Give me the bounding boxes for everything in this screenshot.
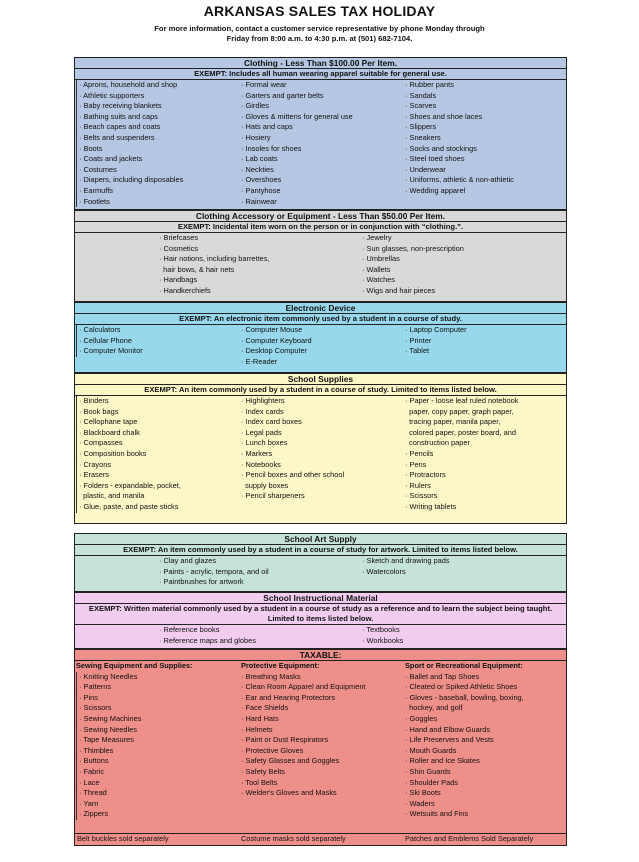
section-school-art-supply (74, 533, 567, 592)
footnote-patches: Patches and Emblems Sold Separately (405, 834, 534, 843)
list-item: · Compasses (76, 438, 236, 449)
list-item: · Baby receiving blankets (76, 101, 241, 112)
item-column (241, 80, 406, 207)
list-item: · Paints - acrylic, tempora, and oil (159, 566, 269, 576)
list-item: tracing paper, manila paper, (405, 417, 501, 427)
column-header: Sewing Equipment and Supplies: (76, 661, 193, 670)
footnote-belt-buckles: Belt buckles sold separately (77, 834, 169, 843)
item-column (76, 80, 241, 207)
list-item: · Thread (76, 788, 241, 799)
list-item: · Pencil sharpeners (241, 491, 305, 501)
list-item: · Desktop Computer (241, 346, 308, 356)
list-item: · Steel toed shoes (405, 154, 465, 164)
list-item: · Lab coats (241, 154, 278, 164)
list-item: · Wallets (362, 264, 391, 274)
list-item: · Face Shields (241, 703, 289, 713)
list-item: · Computer Keyboard (241, 335, 312, 345)
item-column (405, 661, 567, 820)
list-item: · Sewing Machines (76, 714, 241, 725)
list-item: · Book bags (76, 407, 236, 418)
list-item: · Roller and Ice Skates (405, 756, 480, 766)
section-clothing-accessory (74, 210, 567, 302)
list-item: · Scissors (405, 491, 438, 501)
list-item: · Yarn (76, 799, 241, 810)
list-item: · Tape Measures (76, 735, 241, 746)
list-item: · Waders (405, 798, 435, 808)
list-item: · Cleated or Spiked Athletic Shoes (405, 682, 518, 692)
list-item: · Safety Glasses and Goggles (241, 756, 340, 766)
list-item: · Knitting Needles (76, 672, 241, 683)
item-column (241, 661, 406, 799)
list-item: · Paper - loose leaf ruled notebook (405, 396, 519, 405)
list-item: · Hard Hats (241, 713, 279, 723)
list-item: · Reference maps and globes (159, 635, 256, 645)
list-item: · Tool Belts (241, 777, 278, 787)
item-column (159, 556, 359, 588)
list-item: · Beach capes and coats (76, 122, 241, 133)
list-item: · Paintbrushes for artwork (159, 577, 244, 587)
list-item: · Sketch and drawing pads (362, 556, 450, 565)
list-item: · Ballet and Tap Shoes (405, 671, 480, 681)
list-item: · Lunch boxes (241, 438, 288, 448)
section-title: Electronic Device (75, 303, 566, 314)
list-item: construction paper (405, 438, 470, 448)
list-item: · Breathing Masks (241, 671, 301, 681)
list-item: colored paper, poster board, and (405, 427, 516, 437)
list-item: · Jewelry (362, 233, 392, 242)
list-item: · Cellophane tape (76, 417, 236, 428)
list-item: · Socks and stockings (405, 143, 477, 153)
list-item: · Thimbles (76, 746, 241, 757)
list-item: · Goggles (405, 713, 438, 723)
list-item: · Athletic supporters (76, 91, 241, 102)
item-column (76, 325, 236, 357)
item-column (241, 396, 401, 502)
list-item: · Lace (76, 778, 241, 789)
list-item: · Markers (241, 448, 273, 458)
list-item: · Composition books (76, 449, 236, 460)
list-item: · Writing tablets (405, 501, 457, 511)
list-item: · Life Preservers and Vests (405, 735, 494, 745)
list-item: · Sun glasses, non-prescription (362, 243, 464, 253)
list-item: · Aprons, household and shop (76, 80, 241, 91)
list-item: · Fabric (76, 767, 241, 778)
list-item: · Pencil boxes and other school (241, 470, 345, 480)
list-item: · Hosiery (241, 132, 271, 142)
column-header: Protective Equipment: (241, 661, 320, 670)
list-item: · Coats and jackets (76, 154, 241, 165)
item-list (241, 672, 406, 799)
list-item: · Wetsuits and Fins (405, 809, 469, 819)
list-item: · Sewing Needles (76, 725, 241, 736)
section-taxable (74, 649, 567, 846)
exempt-note: EXEMPT: An item commonly used by a student in a course of study. Limited to items listed below. (75, 385, 566, 396)
list-item: · Handbags (159, 275, 198, 285)
item-column (405, 396, 565, 513)
list-item: paper, copy paper, graph paper, (405, 406, 514, 416)
item-column (405, 80, 565, 197)
list-item: · Zippers (76, 809, 241, 820)
list-item: · Ski Boots (405, 788, 441, 798)
list-item: · Binders (76, 396, 236, 407)
list-item: · Formal wear (241, 80, 287, 89)
list-item: · Rulers (405, 480, 431, 490)
list-item: · Buttons (76, 756, 241, 767)
list-item: supply boxes (241, 480, 289, 490)
list-item: · Laptop Computer (405, 325, 467, 334)
section-title: School Art Supply (75, 534, 566, 545)
list-item: · Notebooks (241, 459, 281, 469)
list-item: · Printer (405, 335, 432, 345)
list-item: · Boots (76, 144, 241, 155)
list-item: · Helmets (241, 724, 273, 734)
list-item: · Protractors (405, 470, 446, 480)
list-item: · Tablet (405, 346, 430, 356)
list-item: · Shoulder Pads (405, 777, 458, 787)
list-item: · Folders - expandable, pocket, (76, 481, 236, 492)
list-item: · Paint or Dust Respirators (241, 735, 329, 745)
list-item: · Workbooks (362, 635, 404, 645)
list-item: · Mouth Guards (405, 745, 457, 755)
list-item: · Briefcases (159, 233, 199, 242)
list-item: · Computer Monitor (76, 346, 236, 357)
list-item: · Uniforms, athletic & non-athletic (405, 175, 514, 185)
item-column (76, 396, 236, 513)
item-column (241, 325, 401, 367)
list-item: · Shin Guards (405, 766, 451, 776)
list-item: · Underwear (405, 164, 446, 174)
list-item: · Rubber pants (405, 80, 454, 89)
section-school-instructional-material (74, 592, 567, 649)
item-list (76, 672, 241, 820)
list-item: · Garters and garter belts (241, 90, 324, 100)
list-item: plastic, and manila (76, 491, 236, 502)
list-item: · Scarves (405, 101, 437, 111)
list-item: · Hand and Elbow Guards (405, 724, 491, 734)
list-item: · Overshoes (241, 175, 282, 185)
list-item: · E-Reader (241, 356, 278, 366)
list-item: · Textbooks (362, 625, 400, 634)
exempt-note: EXEMPT: Includes all human wearing apparel suitable for general use. (75, 69, 566, 80)
list-item: · Erasers (76, 470, 236, 481)
contact-info (60, 24, 579, 44)
list-item: · Legal pads (241, 427, 282, 437)
list-item: · Cosmetics (159, 243, 199, 253)
exempt-note: EXEMPT: Written material commonly used by a student in a course of study as a reference and to learn the subject being taught. Limited to items listed below. (75, 604, 566, 625)
section-clothing (74, 57, 567, 210)
list-item: · Ear and Hearing Protectors (241, 692, 336, 702)
column-header: Sport or Recreational Equipment: (405, 661, 523, 670)
list-item: · Sandals (405, 90, 437, 100)
list-item: · Bathing suits and caps (76, 112, 241, 123)
list-item: · Clay and glazes (159, 556, 217, 565)
list-item: · Hair notions, including barrettes, (159, 254, 270, 264)
list-item: · Handkerchiefs (159, 285, 211, 295)
list-item: · Cellular Phone (76, 336, 236, 347)
list-item: · Wigs and hair pieces (362, 285, 436, 295)
list-item: · Sneakers (405, 132, 441, 142)
list-item: hockey, and golf (405, 703, 463, 713)
list-item: · Watches (362, 275, 395, 285)
list-item: · Gloves & mittens for general use (241, 111, 353, 121)
document-title: ARKANSAS SALES TAX HOLIDAY (203, 3, 436, 19)
list-item: · Welder's Gloves and Masks (241, 788, 337, 798)
item-column (159, 625, 359, 646)
list-item: · Index cards (241, 406, 284, 416)
list-item: · Blackboard chalk (76, 428, 236, 439)
list-item: · Pantyhose (241, 185, 281, 195)
list-item: · Gloves - baseball, bowling, boxing, (405, 692, 524, 702)
item-column (159, 233, 359, 297)
taxable-footnotes (75, 833, 566, 845)
item-column (362, 556, 562, 577)
contact-line-2: Friday from 8:00 a.m. to 4:30 p.m. at (501) 682-7104. (226, 34, 413, 43)
item-column (405, 325, 565, 357)
list-item: · Hats and caps (241, 122, 293, 132)
list-item: · Diapers, including disposables (76, 175, 241, 186)
list-item: · Belts and suspenders (76, 133, 241, 144)
item-list (405, 672, 567, 820)
list-item: · Shoes and shoe laces (405, 111, 483, 121)
list-item: · Umbrellas (362, 254, 400, 264)
list-item: · Clean Room Apparel and Equipment (241, 682, 366, 692)
list-item: · Slippers (405, 122, 437, 132)
list-item: · Footlets (76, 197, 241, 208)
list-item: · Rainwear (241, 196, 277, 206)
section-title: School Instructional Material (75, 593, 566, 604)
list-item: · Insoles for shoes (241, 143, 302, 153)
list-item: · Earmuffs (76, 186, 241, 197)
section-title: Clothing Accessory or Equipment - Less Than $50.00 Per Item. (75, 211, 566, 222)
list-item: · Computer Mouse (241, 325, 303, 334)
item-column (362, 625, 562, 646)
section-title: School Supplies (75, 374, 566, 385)
list-item: · Safety Belts (241, 766, 285, 776)
exempt-note: EXEMPT: An item commonly used by a student in a course of study for artwork. Limited to items listed below. (75, 545, 566, 556)
item-column (362, 233, 562, 297)
list-item: · Girdles (241, 101, 269, 111)
footnote-costume-masks: Costume masks sold separately (241, 834, 346, 843)
list-item: · Costumes (76, 165, 241, 176)
list-item: · Pins (76, 693, 241, 704)
list-item: · Protective Gloves (241, 745, 304, 755)
exempt-note: EXEMPT: Incidental item worn on the person or in conjunction with “clothing.”. (75, 222, 566, 233)
list-item: · Pencils (405, 448, 434, 458)
list-item: · Glue, paste, and paste sticks (76, 502, 236, 513)
section-title: Clothing - Less Than $100.00 Per Item. (75, 58, 566, 69)
section-electronic-device (74, 302, 567, 373)
list-item: · Calculators (76, 325, 236, 336)
list-item: · Watercolors (362, 566, 406, 576)
list-item: hair bows, & hair nets (159, 264, 235, 274)
section-title: TAXABLE: (75, 650, 566, 661)
list-item: · Patterns (76, 682, 241, 693)
item-column (76, 661, 241, 820)
list-item: · Wedding apparel (405, 185, 466, 195)
section-school-supplies (74, 373, 567, 524)
list-item: · Crayons (76, 460, 236, 471)
list-item: · Pens (405, 459, 427, 469)
list-item: · Highlighters (241, 396, 285, 405)
list-item: · Reference books (159, 625, 220, 634)
list-item: · Index card boxes (241, 417, 302, 427)
list-item: · Scissors (76, 703, 241, 714)
list-item: · Neckties (241, 164, 274, 174)
exempt-note: EXEMPT: An electronic item commonly used by a student in a course of study. (75, 314, 566, 325)
contact-line-1: For more information, contact a customer service representative by phone Monday through (154, 24, 485, 33)
